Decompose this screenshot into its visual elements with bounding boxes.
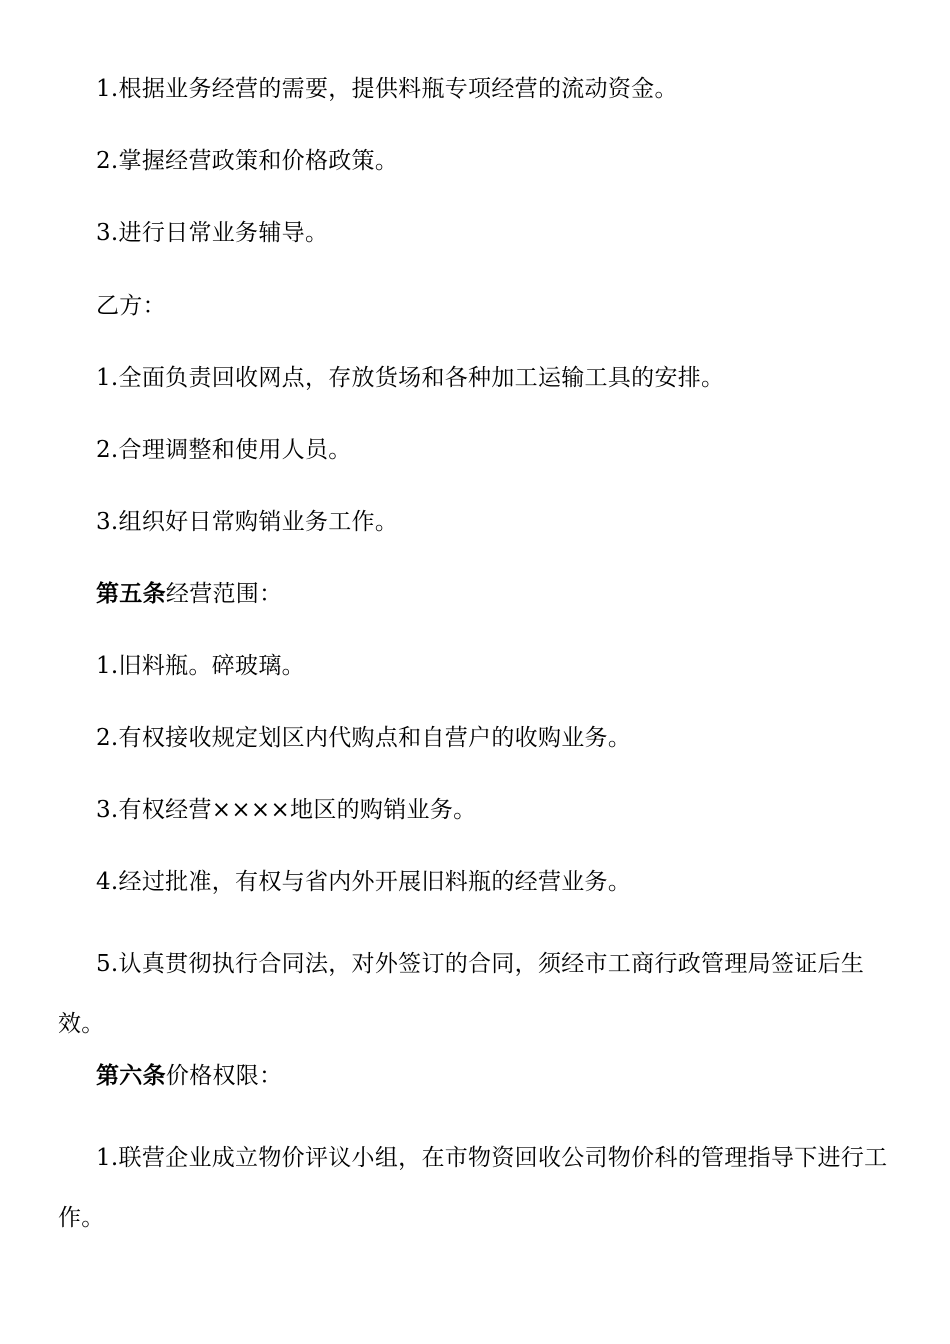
- paragraph-text: 1.联营企业成立物价评议小组，在市物资回收公司物价科的管理指导下进行工作。: [58, 1145, 888, 1231]
- paragraph: [58, 502, 892, 542]
- paragraph-text: 3.有权经营××××地区的购销业务。: [96, 797, 477, 823]
- paragraph-text: 1.旧料瓶。碎玻璃。: [96, 653, 305, 679]
- paragraph-text: 价格权限：: [165, 1063, 283, 1089]
- paragraph: [58, 862, 892, 902]
- paragraph: [58, 213, 892, 253]
- paragraph-text: 3.组织好日常购销业务工作。: [96, 509, 399, 535]
- article-heading-paragraph: [58, 574, 892, 614]
- paragraph: [58, 141, 892, 181]
- paragraph-text: 5.认真贯彻执行合同法，对外签订的合同，须经市工商行政管理局签证后生效。: [58, 951, 865, 1037]
- paragraph-text: 2.掌握经营政策和价格政策。: [96, 148, 399, 174]
- paragraph-text: 1.根据业务经营的需要，提供料瓶专项经营的流动资金。: [96, 76, 678, 102]
- article-number: 第五条: [96, 580, 166, 607]
- article-heading-paragraph: [58, 1056, 892, 1096]
- paragraph-text: 2.合理调整和使用人员。: [96, 437, 352, 463]
- paragraph: [58, 790, 892, 830]
- paragraph-text: 4.经过批准，有权与省内外开展旧料瓶的经营业务。: [96, 869, 632, 895]
- paragraph: [58, 934, 892, 1054]
- paragraph-text: 3.进行日常业务辅导。: [96, 220, 329, 246]
- paragraph: [58, 718, 892, 758]
- paragraph: [58, 1128, 892, 1248]
- paragraph: [58, 69, 892, 109]
- paragraph: [58, 646, 892, 686]
- paragraph: [58, 430, 892, 470]
- paragraph: [58, 286, 892, 326]
- article-number: 第六条: [96, 1062, 166, 1089]
- paragraph-text: 乙方：: [96, 293, 166, 319]
- paragraph-text: 1.全面负责回收网点，存放货场和各种加工运输工具的安排。: [96, 365, 725, 391]
- paragraph: [58, 358, 892, 398]
- paragraph-text: 2.有权接收规定划区内代购点和自营户的收购业务。: [96, 725, 632, 751]
- paragraph-text: 经营范围：: [165, 581, 283, 607]
